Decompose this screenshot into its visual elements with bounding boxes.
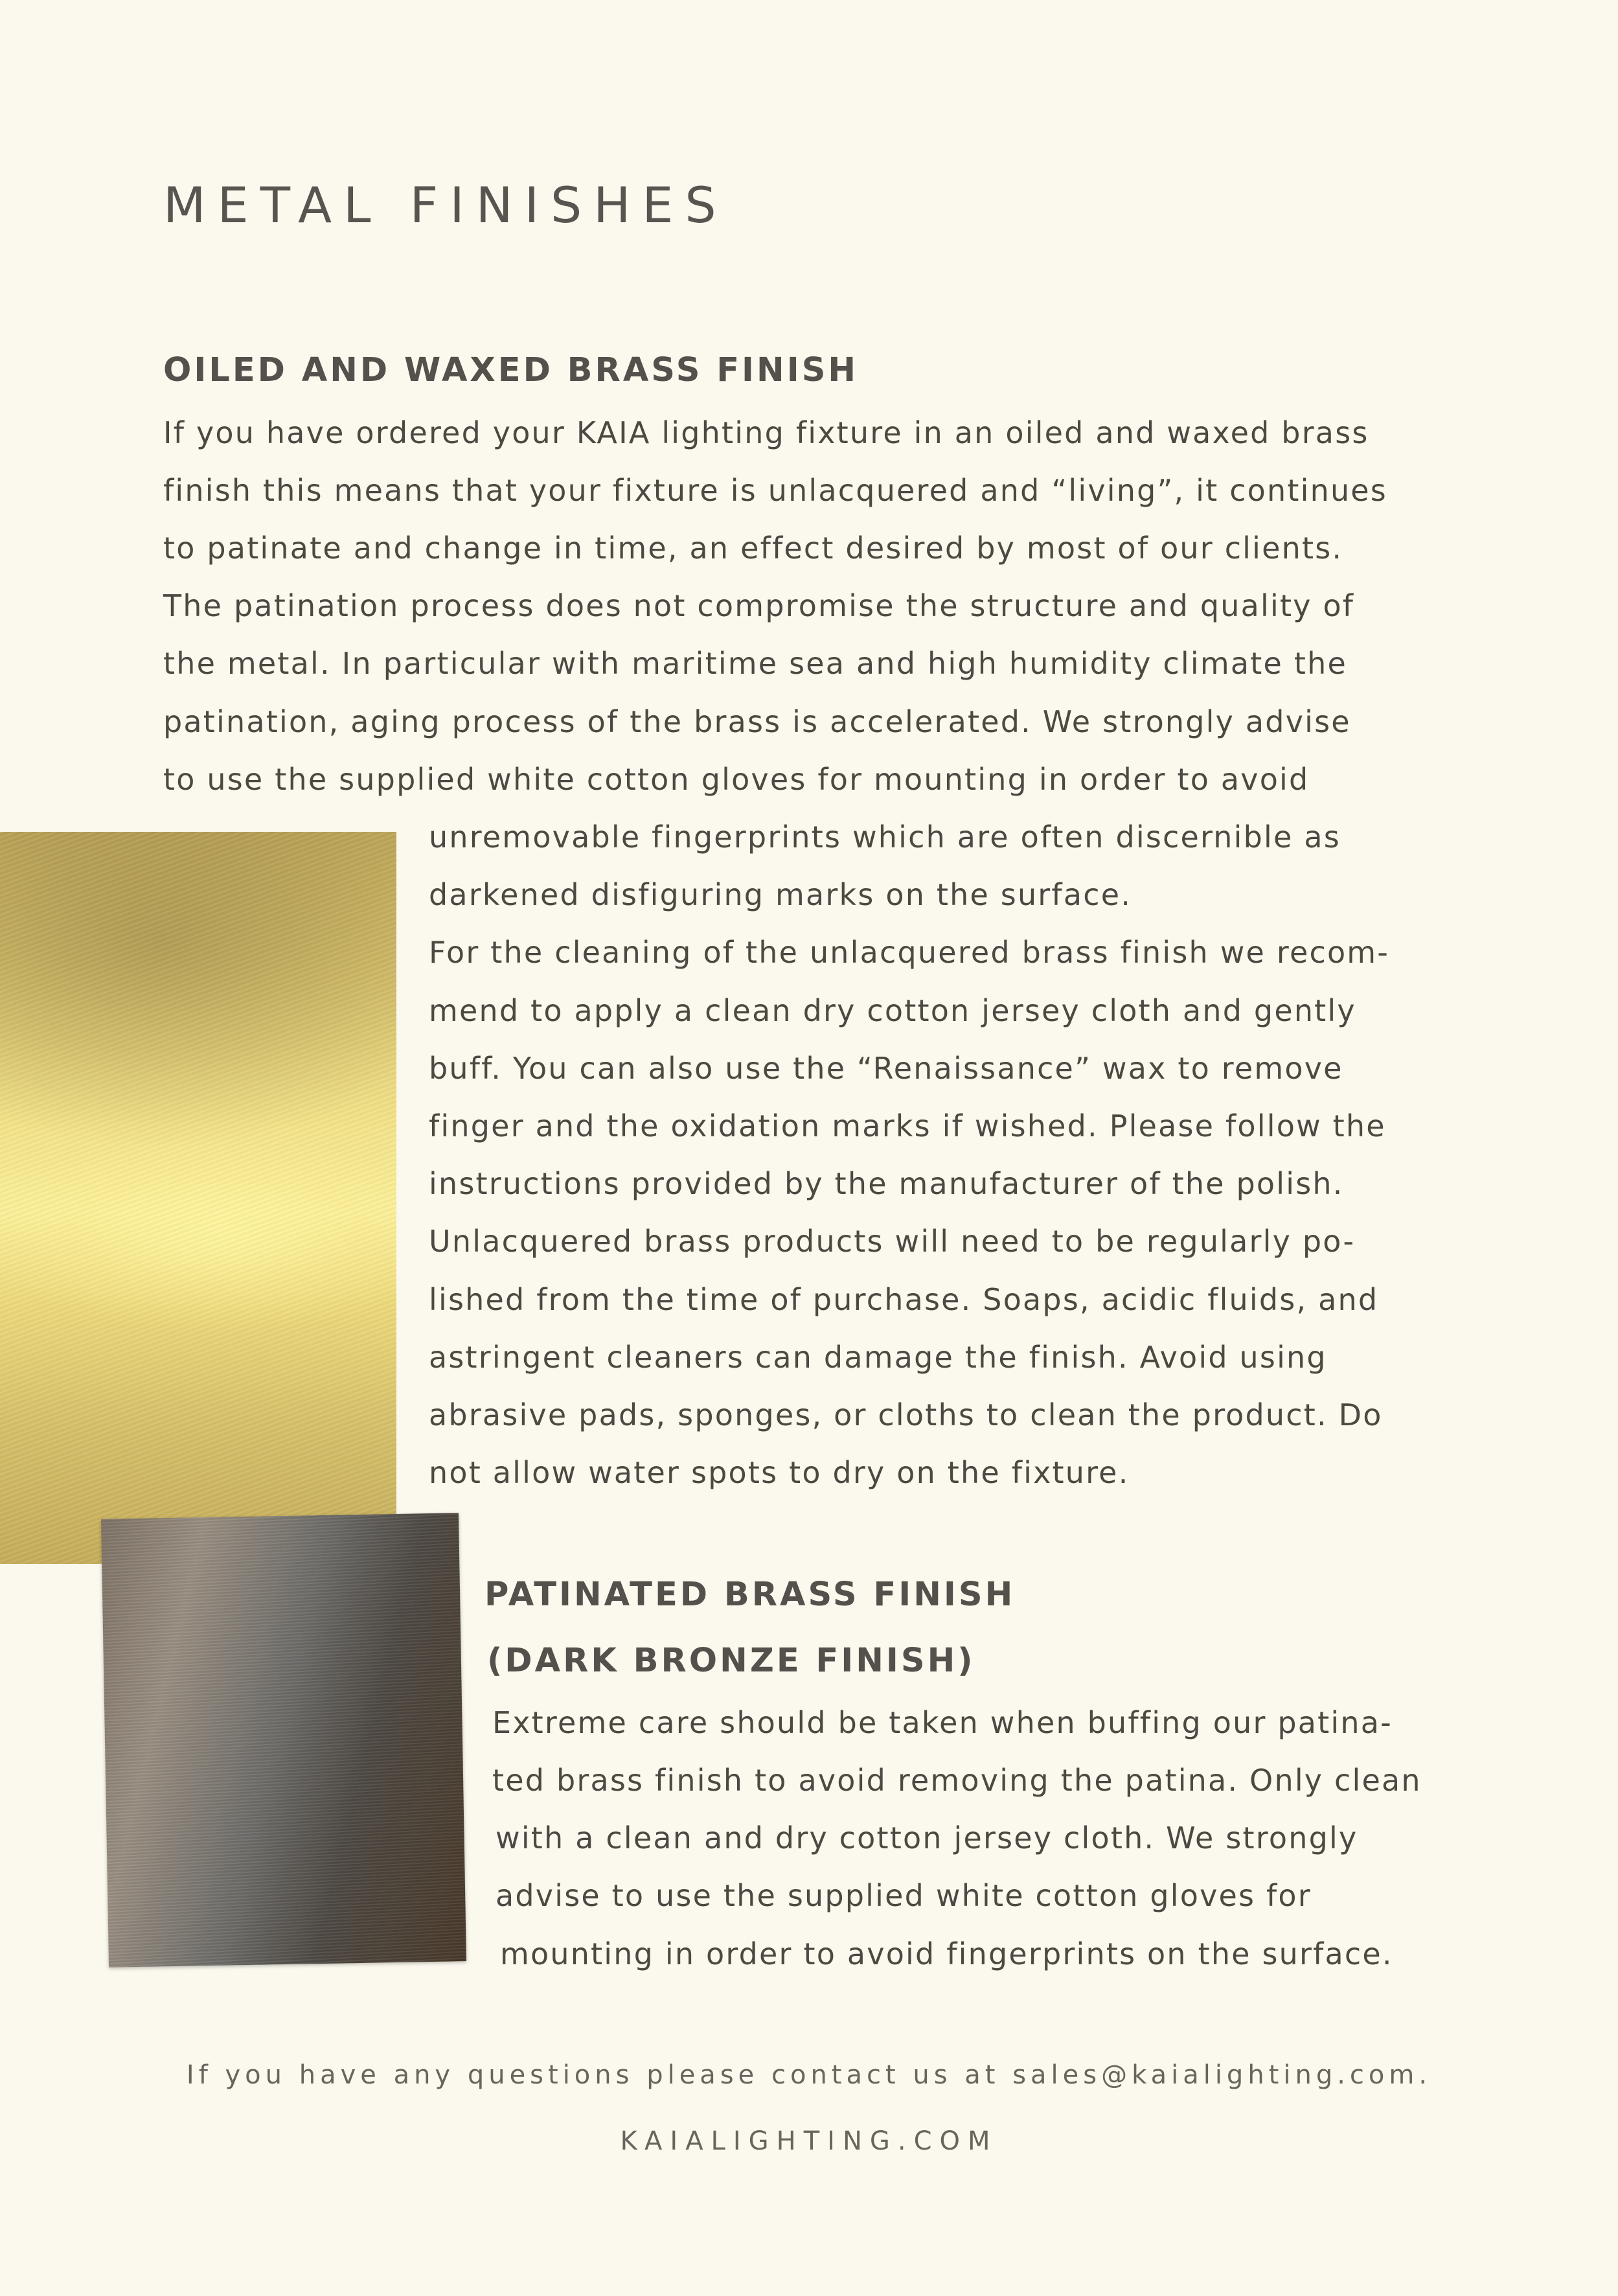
body-line: Unlacquered brass products will need to be regularly po- — [429, 1224, 1356, 1259]
page-title: METAL FINISHES — [163, 176, 728, 234]
body-line: astringent cleaners can damage the finish. Avoid using — [429, 1340, 1327, 1375]
website-link[interactable]: KAIALIGHTING.COM — [620, 2126, 998, 2156]
brass-finish-swatch — [0, 832, 396, 1564]
body-line: to use the supplied white cotton gloves for mounting in order to avoid — [163, 762, 1310, 797]
body-line: lished from the time of purchase. Soaps, acidic fluids, and — [429, 1282, 1379, 1317]
body-line: Extreme care should be taken when buffing our patina- — [492, 1705, 1393, 1740]
body-line: with a clean and dry cotton jersey cloth. We strongly — [496, 1820, 1358, 1855]
body-line: finger and the oxidation marks if wished. Please follow the — [429, 1108, 1386, 1143]
body-line: buff. You can also use the “Renaissance” wax to remove — [429, 1051, 1343, 1086]
body-line: unremovable fingerprints which are often discernible as — [429, 820, 1341, 855]
contact-note: If you have any questions please contact us at sales@kaialighting.com. — [186, 2060, 1432, 2090]
body-line: patination, aging process of the brass is accelerated. We strongly advise — [163, 704, 1351, 739]
body-line: abrasive pads, sponges, or cloths to clean the product. Do — [429, 1397, 1383, 1432]
body-line: The patination process does not compromise the structure and quality of — [163, 588, 1355, 623]
section-subheading-dark-bronze: (DARK BRONZE FINISH) — [487, 1642, 975, 1680]
body-line: not allow water spots to dry on the fixture. — [429, 1455, 1130, 1490]
body-line: instructions provided by the manufacturer of the polish. — [429, 1166, 1344, 1201]
body-line: If you have ordered your KAIA lighting fixture in an oiled and waxed brass — [163, 415, 1369, 450]
body-line: For the cleaning of the unlacquered brass finish we recom- — [429, 935, 1390, 970]
body-line: mend to apply a clean dry cotton jersey cloth and gently — [429, 993, 1356, 1028]
dark-bronze-finish-swatch — [101, 1513, 466, 1968]
body-line: darkened disfiguring marks on the surface. — [429, 877, 1132, 912]
body-line: ted brass finish to avoid removing the patina. Only clean — [492, 1763, 1422, 1798]
section-heading-patinated-brass: PATINATED BRASS FINISH — [484, 1576, 1016, 1614]
body-line: finish this means that your fixture is unlacquered and “living”, it continues — [163, 473, 1387, 508]
body-line: mounting in order to avoid fingerprints on the surface. — [500, 1936, 1393, 1971]
body-line: the metal. In particular with maritime sea and high humidity climate the — [163, 646, 1347, 681]
section-heading-oiled-waxed-brass: OILED AND WAXED BRASS FINISH — [163, 351, 859, 389]
body-line: advise to use the supplied white cotton gloves for — [496, 1878, 1312, 1913]
body-line: to patinate and change in time, an effect desired by most of our clients. — [163, 531, 1343, 566]
